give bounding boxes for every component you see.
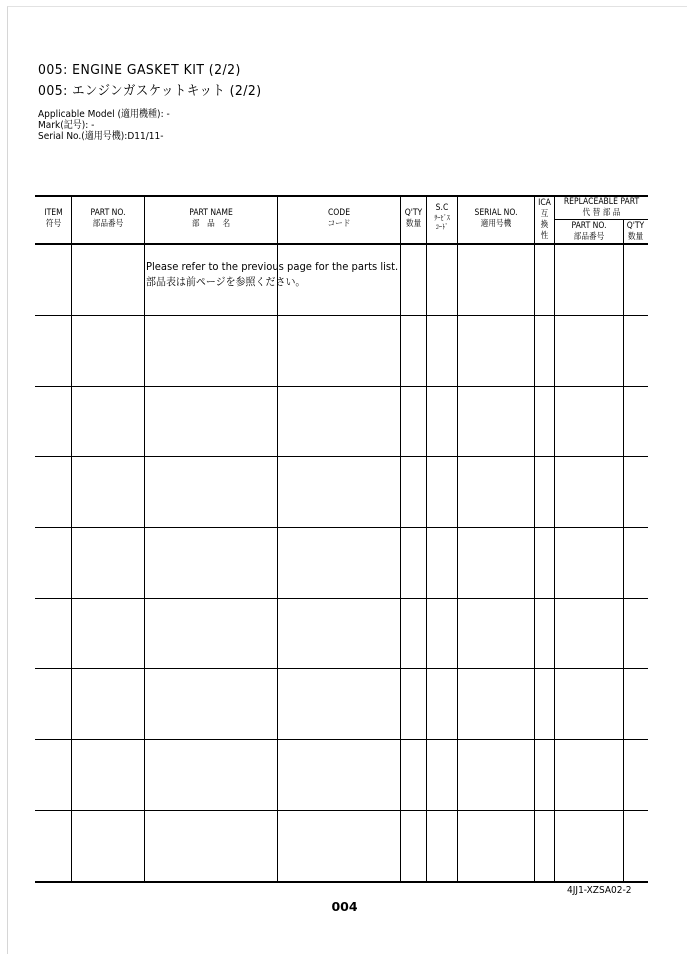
header-part-name-en: PART NAME <box>189 208 233 218</box>
row-separator <box>35 810 648 811</box>
column-divider <box>277 196 278 882</box>
title-japanese: 005: エンジンガスケットキット (2/2) <box>38 83 262 99</box>
header-replaceable-jp: 代 替 部 品 <box>582 208 621 218</box>
title-english: 005: ENGINE GASKET KIT (2/2) <box>38 62 241 78</box>
parts-list-note-en: Please refer to the previous page for the parts list. <box>146 261 399 273</box>
column-divider <box>457 196 458 882</box>
header-ica-jp2: 換 <box>540 220 549 230</box>
column-divider <box>400 196 401 882</box>
page-frame <box>7 6 687 954</box>
header-rep-part-no-jp: 部品番号 <box>573 232 605 242</box>
header-sc-jp2: ｺｰﾄﾞ <box>435 223 449 231</box>
page-number: 004 <box>331 899 358 914</box>
row-separator <box>35 668 648 669</box>
table-top-border <box>35 195 648 197</box>
row-separator <box>35 456 648 457</box>
parts-list-note-jp: 部品表は前ページを参照ください。 <box>146 276 306 288</box>
header-service-code <box>429 203 456 232</box>
column-divider <box>534 196 535 882</box>
column-divider <box>623 220 624 882</box>
header-item <box>38 208 70 230</box>
row-separator <box>35 527 648 528</box>
header-part-no <box>76 208 141 230</box>
header-rep-qty-en: Q'TY <box>626 221 645 231</box>
header-replaceable-part <box>560 197 644 219</box>
header-qty-jp: 数量 <box>405 219 422 229</box>
header-sc-en: S.C <box>435 203 449 213</box>
header-qty-en: Q'TY <box>404 208 423 218</box>
serial-number: Serial No.(適用号機):D11/11- <box>38 131 164 142</box>
header-ica <box>535 198 554 242</box>
column-divider <box>144 196 145 882</box>
table-bottom-border <box>35 881 648 883</box>
header-replaceable-en: REPLACEABLE PART <box>563 197 640 207</box>
column-divider <box>71 196 72 882</box>
header-ica-jp3: 性 <box>540 231 549 241</box>
row-separator <box>35 598 648 599</box>
header-rep-part-no-en: PART NO. <box>571 221 607 231</box>
header-serial-no-en: SERIAL NO. <box>474 208 518 218</box>
header-part-name <box>152 208 271 230</box>
replaceable-subheader-line <box>555 219 648 220</box>
header-part-no-jp: 部品番号 <box>92 219 124 229</box>
header-replaceable-part-no <box>558 221 619 243</box>
header-ica-en: ICA <box>538 198 551 208</box>
row-separator <box>35 739 648 740</box>
header-bottom-border <box>35 243 648 245</box>
header-qty <box>401 208 425 230</box>
header-item-jp: 符号 <box>45 219 62 229</box>
document-reference: 4JJ1-XZSA02-2 <box>567 885 632 896</box>
applicable-model: Applicable Model (適用機種): - <box>38 109 170 120</box>
header-ica-jp1: 互 <box>540 209 549 219</box>
header-sc-jp1: ｻｰﾋﾞｽ <box>434 214 450 222</box>
header-code-en: CODE <box>327 208 351 218</box>
header-code <box>284 208 394 230</box>
header-serial-no-jp: 適用号機 <box>480 219 512 229</box>
mark: Mark(記号): - <box>38 120 95 131</box>
header-item-en: ITEM <box>44 208 63 218</box>
header-replaceable-qty <box>624 221 647 243</box>
header-part-name-jp: 部 品 名 <box>191 219 231 229</box>
header-serial-no <box>462 208 530 230</box>
column-divider <box>554 196 555 882</box>
row-separator <box>35 386 648 387</box>
header-part-no-en: PART NO. <box>90 208 126 218</box>
header-rep-qty-jp: 数量 <box>627 232 644 242</box>
header-code-jp: コード <box>327 219 351 229</box>
row-separator <box>35 315 648 316</box>
column-divider <box>426 196 427 882</box>
